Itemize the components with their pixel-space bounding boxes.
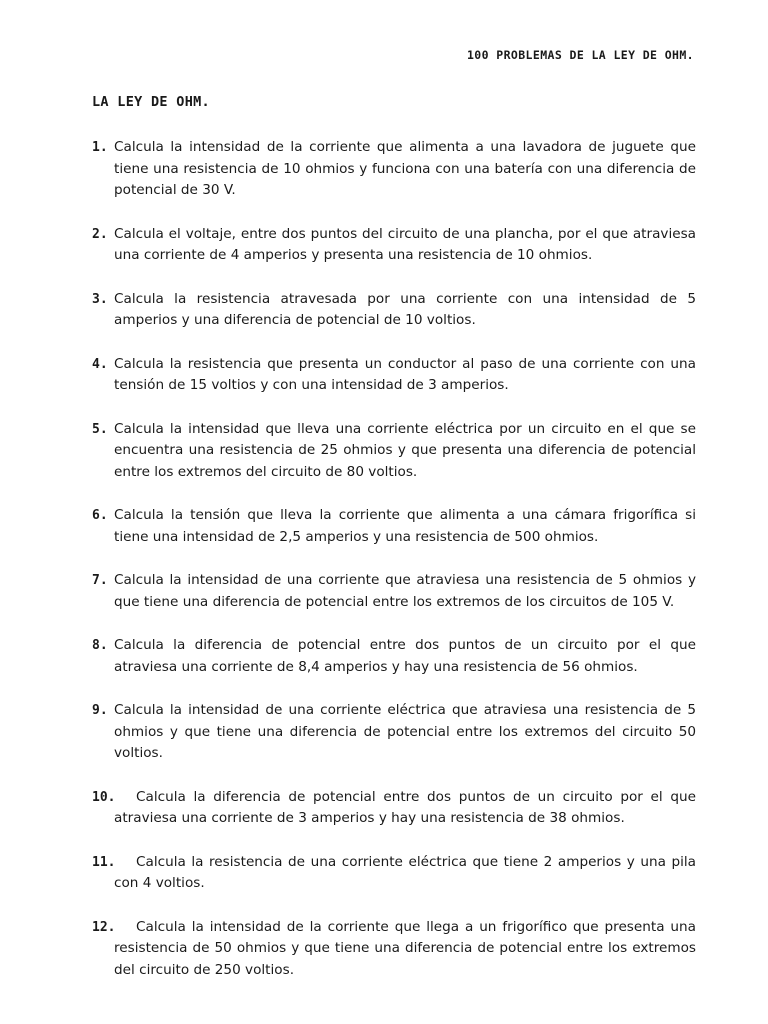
problem-number: 3.: [92, 291, 108, 307]
section-title: LA LEY DE OHM.: [92, 94, 210, 110]
problem-text: Calcula la resistencia que presenta un conductor al paso de una corriente con una tensión de 15 voltios y con una intensidad de 3 amperios.: [114, 355, 696, 393]
problem-number: 2.: [92, 226, 108, 242]
problem-item: [92, 700, 696, 765]
problem-number: 12.: [92, 919, 116, 935]
problem-text: Calcula la resistencia atravesada por una corriente con una intensidad de 5 amperios y una diferencia de potencial de 10 voltios.: [114, 290, 696, 328]
problem-item: [92, 635, 696, 678]
problem-item: [92, 354, 696, 397]
problem-number: 1.: [92, 140, 108, 155]
problem-text: Calcula la resistencia de una corriente eléctrica que tiene 2 amperios y una pila con 4 voltios.: [114, 853, 696, 891]
problem-text: Calcula la diferencia de potencial entre dos puntos de un circuito por el que atraviesa una corriente de 3 amperios y hay una resistencia de 38 ohmios.: [114, 788, 696, 826]
problem-item: [92, 419, 696, 484]
problem-item: [92, 852, 696, 895]
problem-text: Calcula la intensidad de la corriente que alimenta a una lavadora de juguete que tiene una resistencia de 10 ohmios y funciona con una batería con una diferencia de potencial de 30 V.: [114, 139, 696, 198]
problem-text: Calcula la intensidad de una corriente que atraviesa una resistencia de 5 ohmios y que tiene una diferencia de potencial entre los extremos de los circuitos de 105 V.: [114, 572, 696, 610]
problem-item: [92, 917, 696, 982]
problem-number: 7.: [92, 573, 108, 588]
problem-item: [92, 289, 696, 332]
problem-text: Calcula la intensidad de una corriente eléctrica que atraviesa una resistencia de 5 ohmios y que tiene una diferencia de potencial entre los extremos del circuito 50 voltios.: [114, 702, 696, 761]
problem-item: [92, 787, 696, 830]
problem-text: Calcula la diferencia de potencial entre dos puntos de un circuito por el que atraviesa una corriente de 8,4 amperios y hay una resistencia de 56 ohmios.: [114, 637, 696, 675]
problem-text: Calcula el voltaje, entre dos puntos del circuito de una plancha, por el que atraviesa una corriente de 4 amperios y presenta una resistencia de 10 ohmios.: [114, 225, 696, 263]
problem-item: [92, 570, 696, 613]
problem-text: Calcula la tensión que lleva la corriente que alimenta a una cámara frigorífica si tiene una intensidad de 2,5 amperios y una resistencia de 500 ohmios.: [114, 507, 696, 545]
problem-list: [92, 137, 696, 1003]
document-header: 100 PROBLEMAS DE LA LEY DE OHM.: [466, 48, 694, 62]
problem-number: 8.: [92, 638, 108, 653]
problem-number: 10.: [92, 789, 116, 805]
problem-item: [92, 137, 696, 202]
problem-text: Calcula la intensidad que lleva una corriente eléctrica por un circuito en el que se encuentra una resistencia de 25 ohmios y que presenta una diferencia de potencial entre los extremos del circuito de 80 voltios.: [114, 420, 696, 480]
problem-item: [92, 505, 696, 548]
problem-number: 4.: [92, 356, 108, 372]
problem-number: 9.: [92, 703, 108, 718]
problem-item: [92, 224, 696, 267]
problem-text: Calcula la intensidad de la corriente que llega a un frigorífico que presenta una resistencia de 50 ohmios y que tiene una diferencia de potencial entre los extremos del circuito de 250 voltios.: [114, 918, 696, 978]
problem-number: 6.: [92, 508, 108, 523]
problem-number: 5.: [92, 421, 108, 437]
problem-number: 11.: [92, 854, 116, 870]
